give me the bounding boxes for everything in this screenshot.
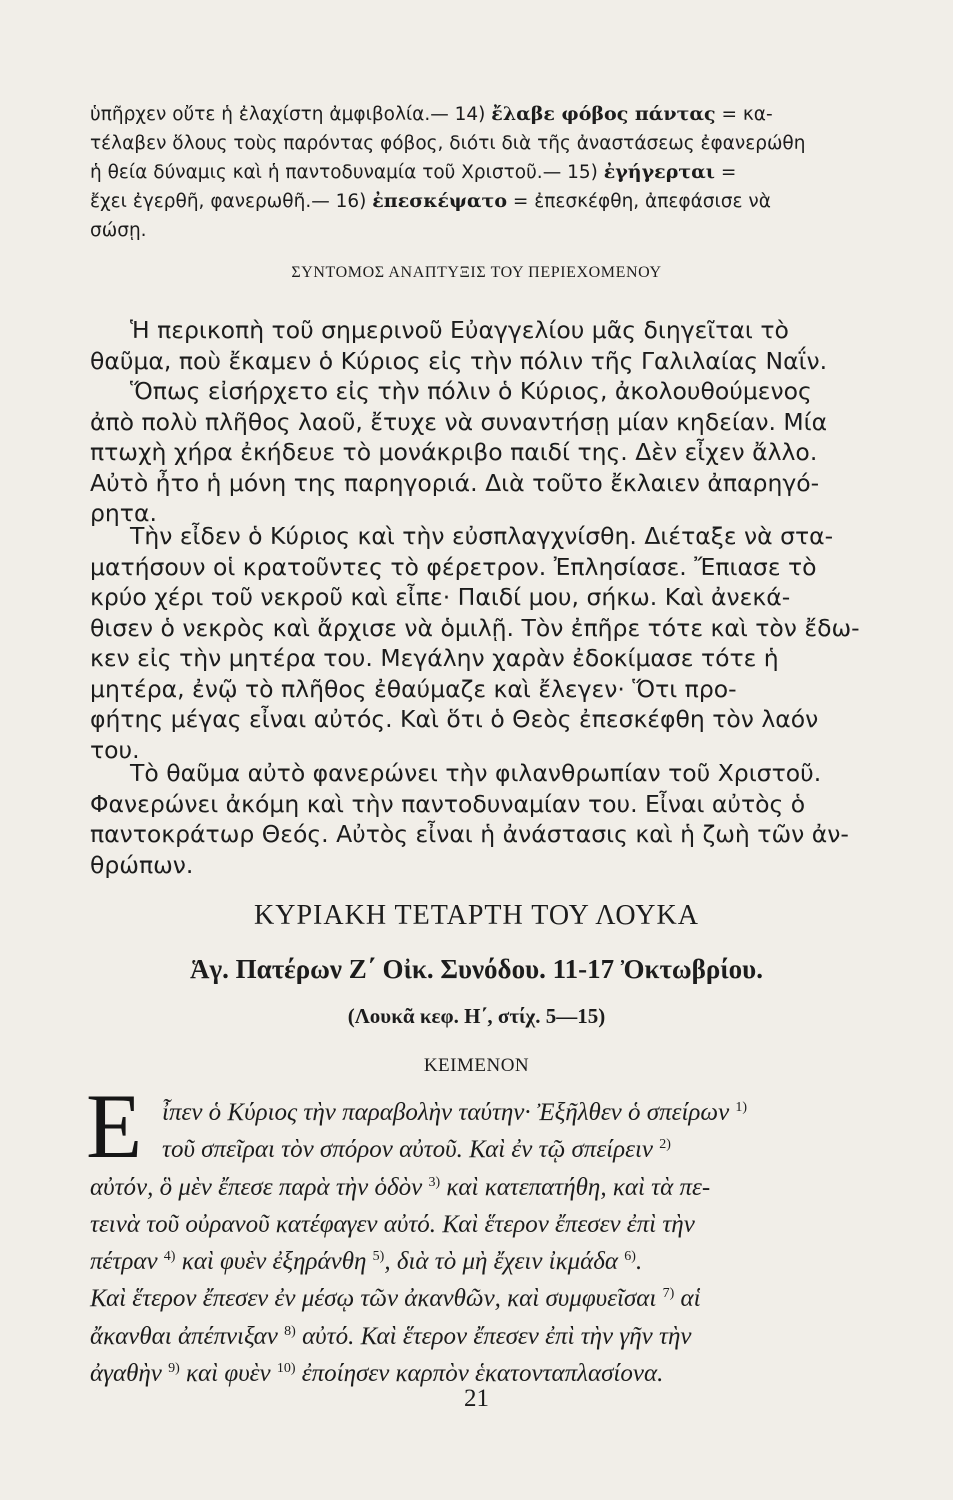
gospel-line: Καὶ ἕτερον ἔπεσεν ἐν μέσῳ τῶν ἀκανθῶν, καὶ συμφυεῖσαι $^{7)}$ αἱ xyxy=(90,1285,701,1313)
summary-paragraph-1 xyxy=(90,315,870,376)
summary-heading: ΣΥΝΤΟΜΟΣ ΑΝΑΠΤΥΞΙΣ ΤΟΥ ΠΕΡΙΕΧΟΜΕΝΟΥ xyxy=(291,264,662,281)
section-title: ΚΥΡΙΑΚΗ ΤΕΤΑΡΤΗ ΤΟΥ ΛΟΥΚΑ xyxy=(254,900,699,931)
commentary-line: ὑπῆρχεν οὔτε ἡ ἐλαχίστη ἀμφιβολία.— 14) ἔλαβε φόβος πάντας = κα- xyxy=(90,103,773,125)
paragraph-line: Ὅπως εἰσήρχετο εἰς τὴν πόλιν ὁ Κύριος, ἀκολουθούμενος xyxy=(130,377,812,405)
footnote-marker: 10) xyxy=(276,1361,296,1377)
paragraph-line: πτωχὴ χήρα ἐκήδευε τὸ μονάκριβο παιδί της. Δὲν εἶχεν ἄλλο. xyxy=(90,438,818,466)
paragraph-line: Ἡ περικοπὴ τοῦ σημερινοῦ Εὐαγγελίου μᾶς διηγεῖται τὸ xyxy=(130,316,789,344)
paragraph-line: του. xyxy=(90,735,140,764)
text-heading: ΚΕΙΜΕΝΟΝ xyxy=(423,1055,530,1076)
page-number: 21 xyxy=(464,1385,489,1412)
summary-paragraph-2 xyxy=(90,376,870,529)
footnote-marker: 7) xyxy=(662,1286,675,1302)
footnote-marker: 8) xyxy=(284,1323,296,1339)
paragraph-line: μητέρα, ἐνῷ τὸ πλῆθος ἐθαύμαζε καὶ ἔλεγεν· Ὅτι προ- xyxy=(90,674,737,703)
paragraph-line: παντοκράτωρ Θεός. Αὐτὸς εἶναι ἡ ἀνάστασις καὶ ἡ ζωὴ τῶν ἀν- xyxy=(90,820,849,848)
commentary-line: σώσῃ. xyxy=(90,220,147,241)
commentary-line: ἔχει ἐγερθῆ, φανερωθῆ.— 16) ἐπεσκέψατο = ἐπεσκέφθη, ἀπεφάσισε νὰ xyxy=(90,190,771,212)
gospel-line: τεινὰ τοῦ οὐρανοῦ κατέφαγεν αὐτό. Καὶ ἕτερον ἔπεσεν ἐπὶ τὴν xyxy=(90,1210,695,1238)
scripture-reference: (Λουκᾶ κεφ. Η΄, στίχ. 5—15) xyxy=(347,1004,606,1028)
paragraph-line: Φανερώνει ἀκόμη καὶ τὴν παντοδυναμίαν του. Εἶναι αὐτὸς ὁ xyxy=(90,789,806,818)
paragraph-line: θαῦμα, ποὺ ἔκαμεν ὁ Κύριος εἰς τὴν πόλιν τῆς Γαλιλαίας Ναΐν. xyxy=(90,346,828,375)
paragraph-line: θισεν ὁ νεκρὸς καὶ ἄρχισε νὰ ὁμιλῇ. Τὸν ἐπῆρε τότε καὶ τὸν ἔδω- xyxy=(90,613,860,642)
gospel-line: ἀγαθὴν $^{9)}$ καὶ φυὲν $^{10)}$ ἐποίησεν καρπὸν ἑκατονταπλασίονα. xyxy=(90,1360,664,1388)
paragraph-line: ματήσουν οἱ κρατοῦντες τὸ φέρετρον. Ἐπλησίασε. Ἔπιασε τὸ xyxy=(90,552,817,581)
footnote-marker: 4) xyxy=(163,1249,176,1265)
footnote-marker: 5) xyxy=(372,1249,385,1265)
commentary-line: τέλαβεν ὅλους τοὺς παρόντας φόβος, διότι διὰ τῆς ἀναστάσεως ἐφανερώθη xyxy=(90,133,806,154)
gospel-line: αὐτόν, ὃ μὲν ἔπεσε παρὰ τὴν ὁδὸν $^{3)}$ καὶ κατεπατήθη, καὶ τὰ πε- xyxy=(90,1173,711,1201)
footnote-commentary xyxy=(90,100,870,245)
feast-subtitle: Ἁγ. Πατέρων Ζ΄ Οἰκ. Συνόδου. 11-17 Ὀκτωβρίου. xyxy=(190,954,763,984)
paragraph-line: φήτης μέγας εἶναι αὐτός. Καὶ ὅτι ὁ Θεὸς ἐπεσκέφθη τὸν λαόν xyxy=(90,705,819,733)
drop-cap: Ε xyxy=(86,1075,143,1177)
footnote-marker: 9) xyxy=(168,1361,180,1377)
footnote-marker: 2) xyxy=(659,1137,671,1153)
paragraph-line: ἀπὸ πολὺ πλῆθος λαοῦ, ἔτυχε νὰ συναντήσῃ μίαν κηδείαν. Μία xyxy=(90,407,828,436)
gospel-line: ἄκανθαι ἀπέπνιξαν $^{8)}$ αὐτό. Καὶ ἕτερον ἔπεσεν ἐπὶ τὴν γῆν τὴν xyxy=(90,1322,692,1350)
paragraph-line: Τὴν εἶδεν ὁ Κύριος καὶ τὴν εὐσπλαγχνίσθη. Διέταξε νὰ στα- xyxy=(130,522,834,550)
gospel-line: πέτραν $^{4)}$ καὶ φυὲν ἐξηράνθη $^{5)}$, διὰ τὸ μὴ ἔχειν ἰκμάδα $^{6)}$. xyxy=(90,1248,643,1276)
paragraph-line: θρώπων. xyxy=(90,850,194,879)
commentary-line: ἡ θεία δύναμις καὶ ἡ παντοδυναμία τοῦ Χριστοῦ.— 15) ἐγήγερται = xyxy=(90,161,737,183)
paragraph-line: Τὸ θαῦμα αὐτὸ φανερώνει τὴν φιλανθρωπίαν τοῦ Χριστοῦ. xyxy=(130,759,822,787)
paragraph-line: ρητα. xyxy=(90,499,157,527)
paragraph-line: κεν εἰς τὴν μητέρα του. Μεγάλην χαρὰν ἐδοκίμασε τότε ἡ xyxy=(90,644,779,672)
gospel-line: τοῦ σπεῖραι τὸν σπόρον αὐτοῦ. Καὶ ἐν τῷ σπείρειν $^{2)}$ xyxy=(162,1136,671,1164)
footnote-marker: 1) xyxy=(735,1100,748,1115)
summary-paragraph-4 xyxy=(90,758,870,880)
footnote-marker: 3) xyxy=(428,1174,441,1190)
paragraph-line: κρύο χέρι τοῦ νεκροῦ καὶ εἶπε· Παιδί μου, σήκω. Καὶ ἀνεκά- xyxy=(90,583,791,611)
gospel-text xyxy=(90,1094,870,1392)
summary-paragraph-3 xyxy=(90,521,870,765)
gospel-line: ἶπεν ὁ Κύριος τὴν παραβολὴν ταύτην· Ἐξῆλθεν ὁ σπείρων $^{1)}$ xyxy=(162,1099,748,1126)
paragraph-line: Αὐτὸ ἦτο ἡ μόνη της παρηγοριά. Διὰ τοῦτο ἔκλαιεν ἀπαρηγό- xyxy=(90,468,820,497)
footnote-marker: 6) xyxy=(624,1249,636,1265)
